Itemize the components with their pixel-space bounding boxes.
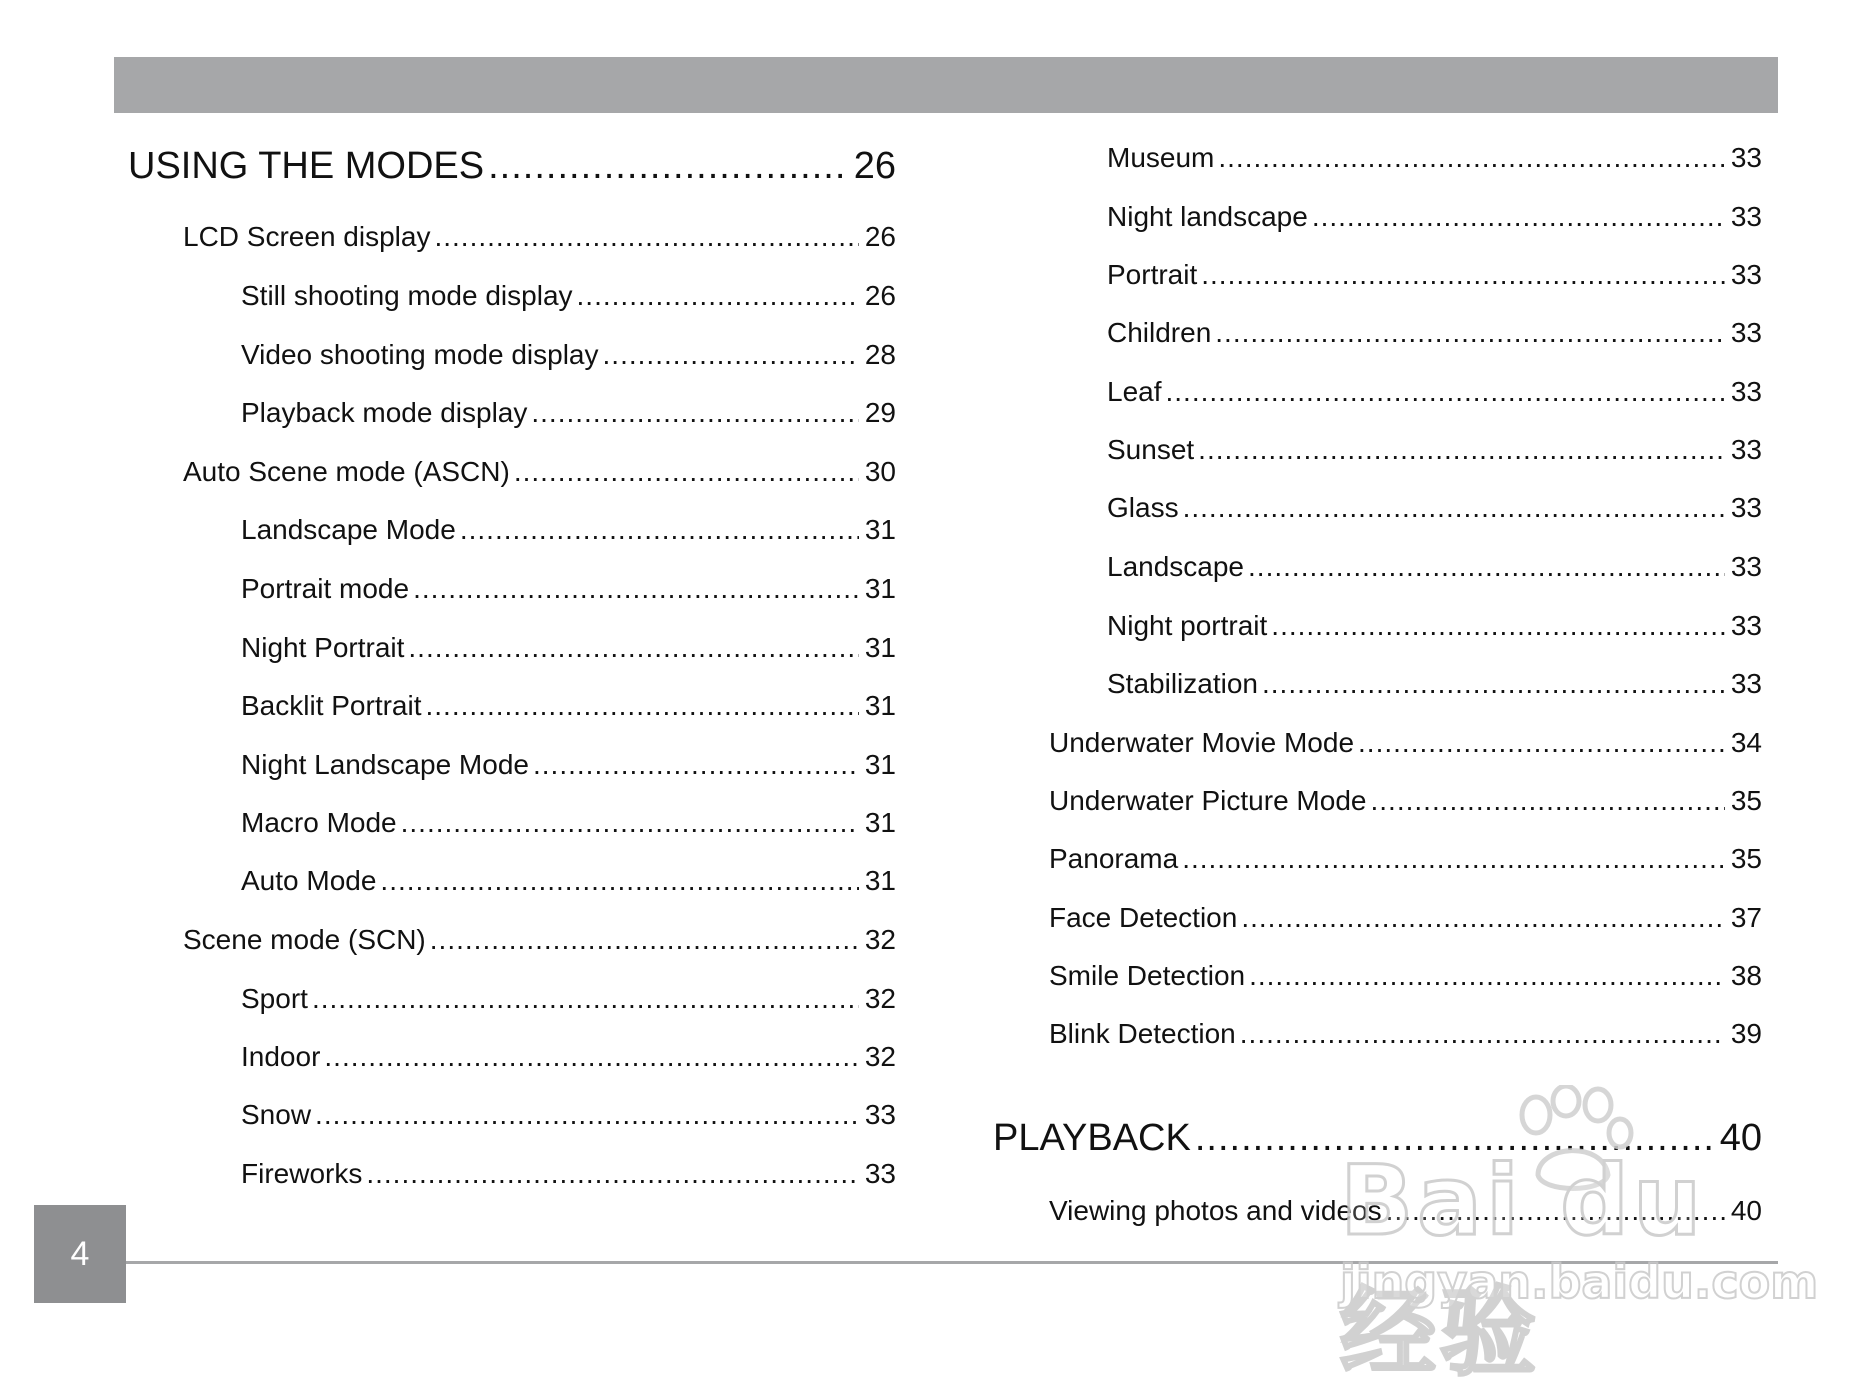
toc-entry-title: Video shooting mode display bbox=[241, 339, 599, 370]
toc-entry-page: 31 bbox=[864, 690, 896, 721]
toc-entry[interactable] bbox=[1049, 1195, 1762, 1235]
toc-entry-title: Night Portrait bbox=[241, 632, 405, 663]
dot-leader bbox=[1312, 201, 1725, 233]
toc-entry-title: Glass bbox=[1107, 492, 1179, 523]
dot-leader bbox=[380, 865, 858, 897]
toc-entry[interactable] bbox=[1107, 668, 1762, 708]
toc-entry[interactable] bbox=[241, 632, 896, 672]
dot-leader bbox=[1182, 843, 1725, 875]
toc-entry-title: Viewing photos and videos bbox=[1049, 1195, 1382, 1226]
toc-entry-page: 39 bbox=[1730, 1018, 1762, 1049]
dot-leader bbox=[1183, 492, 1725, 524]
toc-entry-title: Children bbox=[1107, 317, 1212, 348]
toc-entry-title: Landscape Mode bbox=[241, 514, 456, 545]
toc-entry-page: 40 bbox=[1730, 1195, 1762, 1226]
toc-entry-page: 33 bbox=[1730, 492, 1762, 523]
toc-entry[interactable] bbox=[1107, 142, 1762, 182]
dot-leader bbox=[1370, 785, 1724, 817]
toc-entry[interactable] bbox=[1049, 727, 1762, 767]
toc-entry-title: Smile Detection bbox=[1049, 960, 1246, 991]
toc-entry[interactable] bbox=[183, 221, 896, 261]
toc-entry-title: Night Landscape Mode bbox=[241, 749, 529, 780]
header-bar bbox=[114, 57, 1778, 113]
dot-leader bbox=[533, 749, 859, 781]
dot-leader bbox=[1248, 551, 1725, 583]
toc-entry-page: 33 bbox=[1730, 551, 1762, 582]
toc-entry-page: 31 bbox=[864, 573, 896, 604]
toc-entry-page: 40 bbox=[1719, 1117, 1762, 1159]
toc-entry-title: Playback mode display bbox=[241, 397, 528, 428]
dot-leader bbox=[1249, 960, 1725, 992]
toc-chapter-heading[interactable] bbox=[128, 145, 896, 193]
toc-entry-title: Portrait bbox=[1107, 259, 1198, 290]
dot-leader bbox=[1198, 434, 1725, 466]
dot-leader bbox=[366, 1158, 859, 1190]
toc-entry-title: Auto Scene mode (ASCN) bbox=[183, 456, 510, 487]
toc-entry-title: Underwater Movie Mode bbox=[1049, 727, 1355, 758]
toc-entry[interactable] bbox=[241, 807, 896, 847]
toc-entry-page: 26 bbox=[864, 221, 896, 252]
toc-entry-page: 28 bbox=[864, 339, 896, 370]
dot-leader bbox=[430, 924, 859, 956]
toc-entry[interactable] bbox=[241, 690, 896, 730]
watermark-url-text: jingyan.baidu.com bbox=[1340, 1255, 1819, 1309]
dot-leader bbox=[1262, 668, 1725, 700]
toc-entry[interactable] bbox=[1107, 492, 1762, 532]
toc-entry[interactable] bbox=[1049, 902, 1762, 942]
toc-entry[interactable] bbox=[183, 924, 896, 964]
toc-entry-title: USING THE MODES bbox=[128, 145, 485, 187]
dot-leader bbox=[1271, 610, 1725, 642]
toc-entry-page: 33 bbox=[864, 1099, 896, 1130]
dot-leader bbox=[408, 632, 858, 664]
dot-leader bbox=[1166, 376, 1725, 408]
toc-entry[interactable] bbox=[1049, 785, 1762, 825]
dot-leader bbox=[324, 1041, 858, 1073]
toc-entry-title: Fireworks bbox=[241, 1158, 363, 1189]
toc-entry[interactable] bbox=[183, 456, 896, 496]
footer-rule bbox=[126, 1261, 1778, 1264]
toc-entry-page: 35 bbox=[1730, 785, 1762, 816]
dot-leader bbox=[434, 221, 858, 253]
dot-leader bbox=[1201, 259, 1725, 291]
dot-leader bbox=[1241, 902, 1725, 934]
toc-entry-page: 33 bbox=[1730, 668, 1762, 699]
toc-entry-title: Still shooting mode display bbox=[241, 280, 573, 311]
dot-leader bbox=[426, 690, 859, 722]
toc-entry-title: PLAYBACK bbox=[993, 1117, 1191, 1159]
toc-entry-page: 35 bbox=[1730, 843, 1762, 874]
toc-entry-page: 31 bbox=[864, 749, 896, 780]
dot-leader bbox=[1240, 1018, 1725, 1050]
toc-entry[interactable] bbox=[241, 1041, 896, 1081]
dot-leader bbox=[1215, 317, 1725, 349]
toc-entry[interactable] bbox=[1107, 434, 1762, 474]
toc-entry-page: 33 bbox=[1730, 610, 1762, 641]
toc-entry-title: Macro Mode bbox=[241, 807, 397, 838]
toc-entry-title: Indoor bbox=[241, 1041, 321, 1072]
toc-entry-title: Blink Detection bbox=[1049, 1018, 1236, 1049]
toc-entry-page: 30 bbox=[864, 456, 896, 487]
dot-leader bbox=[1195, 1117, 1714, 1160]
dot-leader bbox=[312, 983, 859, 1015]
toc-entry[interactable] bbox=[1107, 259, 1762, 299]
toc-entry[interactable] bbox=[241, 1158, 896, 1198]
toc-entry-title: Sport bbox=[241, 983, 308, 1014]
dot-leader bbox=[401, 807, 859, 839]
toc-entry-page: 33 bbox=[1730, 201, 1762, 232]
toc-entry-page: 33 bbox=[1730, 142, 1762, 173]
dot-leader bbox=[1386, 1195, 1725, 1227]
toc-entry[interactable] bbox=[241, 339, 896, 379]
dot-leader bbox=[460, 514, 859, 546]
dot-leader bbox=[315, 1099, 859, 1131]
toc-chapter-heading[interactable] bbox=[993, 1117, 1762, 1165]
toc-entry[interactable] bbox=[1049, 960, 1762, 1000]
toc-entry-title: Sunset bbox=[1107, 434, 1195, 465]
dot-leader bbox=[531, 397, 858, 429]
toc-entry-page: 33 bbox=[864, 1158, 896, 1189]
toc-entry-title: Leaf bbox=[1107, 376, 1162, 407]
toc-entry-title: Snow bbox=[241, 1099, 312, 1130]
toc-entry[interactable] bbox=[241, 1099, 896, 1139]
toc-entry-title: Face Detection bbox=[1049, 902, 1238, 933]
dot-leader bbox=[514, 456, 859, 488]
toc-entry[interactable] bbox=[241, 865, 896, 905]
toc-entry-page: 33 bbox=[1730, 317, 1762, 348]
toc-entry-page: 33 bbox=[1730, 376, 1762, 407]
toc-entry[interactable] bbox=[241, 749, 896, 789]
toc-entry-title: Night landscape bbox=[1107, 201, 1308, 232]
toc-entry[interactable] bbox=[241, 573, 896, 613]
toc-entry-title: Backlit Portrait bbox=[241, 690, 422, 721]
dot-leader bbox=[413, 573, 859, 605]
toc-entry-title: Night portrait bbox=[1107, 610, 1268, 641]
toc-entry-page: 32 bbox=[864, 983, 896, 1014]
toc-entry-title: Auto Mode bbox=[241, 865, 377, 896]
toc-entry[interactable] bbox=[1107, 317, 1762, 357]
toc-entry[interactable] bbox=[1107, 201, 1762, 241]
dot-leader bbox=[488, 145, 848, 188]
toc-entry-page: 33 bbox=[1730, 259, 1762, 290]
watermark-logo-text: Bai du 经验 bbox=[1340, 1145, 1706, 1389]
toc-entry[interactable] bbox=[241, 280, 896, 320]
toc-entry-page: 26 bbox=[853, 145, 896, 187]
toc-entry[interactable] bbox=[1107, 551, 1762, 591]
toc-entry-title: Panorama bbox=[1049, 843, 1179, 874]
toc-entry-page: 31 bbox=[864, 865, 896, 896]
toc-entry-title: LCD Screen display bbox=[183, 221, 431, 252]
toc-entry-page: 32 bbox=[864, 924, 896, 955]
toc-entry[interactable] bbox=[241, 397, 896, 437]
toc-entry[interactable] bbox=[1107, 610, 1762, 650]
toc-entry-page: 31 bbox=[864, 514, 896, 545]
toc-entry[interactable] bbox=[1049, 843, 1762, 883]
toc-entry-page: 29 bbox=[864, 397, 896, 428]
toc-entry-title: Stabilization bbox=[1107, 668, 1258, 699]
toc-entry-page: 32 bbox=[864, 1041, 896, 1072]
toc-entry-title: Landscape bbox=[1107, 551, 1245, 582]
toc-entry-page: 38 bbox=[1730, 960, 1762, 991]
toc-entry[interactable] bbox=[241, 983, 896, 1023]
toc-entry-title: Scene mode (SCN) bbox=[183, 924, 426, 955]
toc-entry-page: 37 bbox=[1730, 902, 1762, 933]
toc-entry[interactable] bbox=[1049, 1018, 1762, 1058]
page-number: 4 bbox=[34, 1205, 126, 1303]
dot-leader bbox=[603, 339, 859, 371]
toc-entry-page: 33 bbox=[1730, 434, 1762, 465]
dot-leader bbox=[1358, 727, 1725, 759]
toc-entry-page: 31 bbox=[864, 807, 896, 838]
toc-entry-title: Portrait mode bbox=[241, 573, 410, 604]
dot-leader bbox=[577, 280, 859, 312]
dot-leader bbox=[1218, 142, 1724, 174]
toc-entry[interactable] bbox=[1107, 376, 1762, 416]
toc-entry[interactable] bbox=[241, 514, 896, 554]
toc-entry-page: 31 bbox=[864, 632, 896, 663]
toc-entry-page: 26 bbox=[864, 280, 896, 311]
toc-entry-title: Museum bbox=[1107, 142, 1215, 173]
toc-entry-title: Underwater Picture Mode bbox=[1049, 785, 1367, 816]
toc-entry-page: 34 bbox=[1730, 727, 1762, 758]
